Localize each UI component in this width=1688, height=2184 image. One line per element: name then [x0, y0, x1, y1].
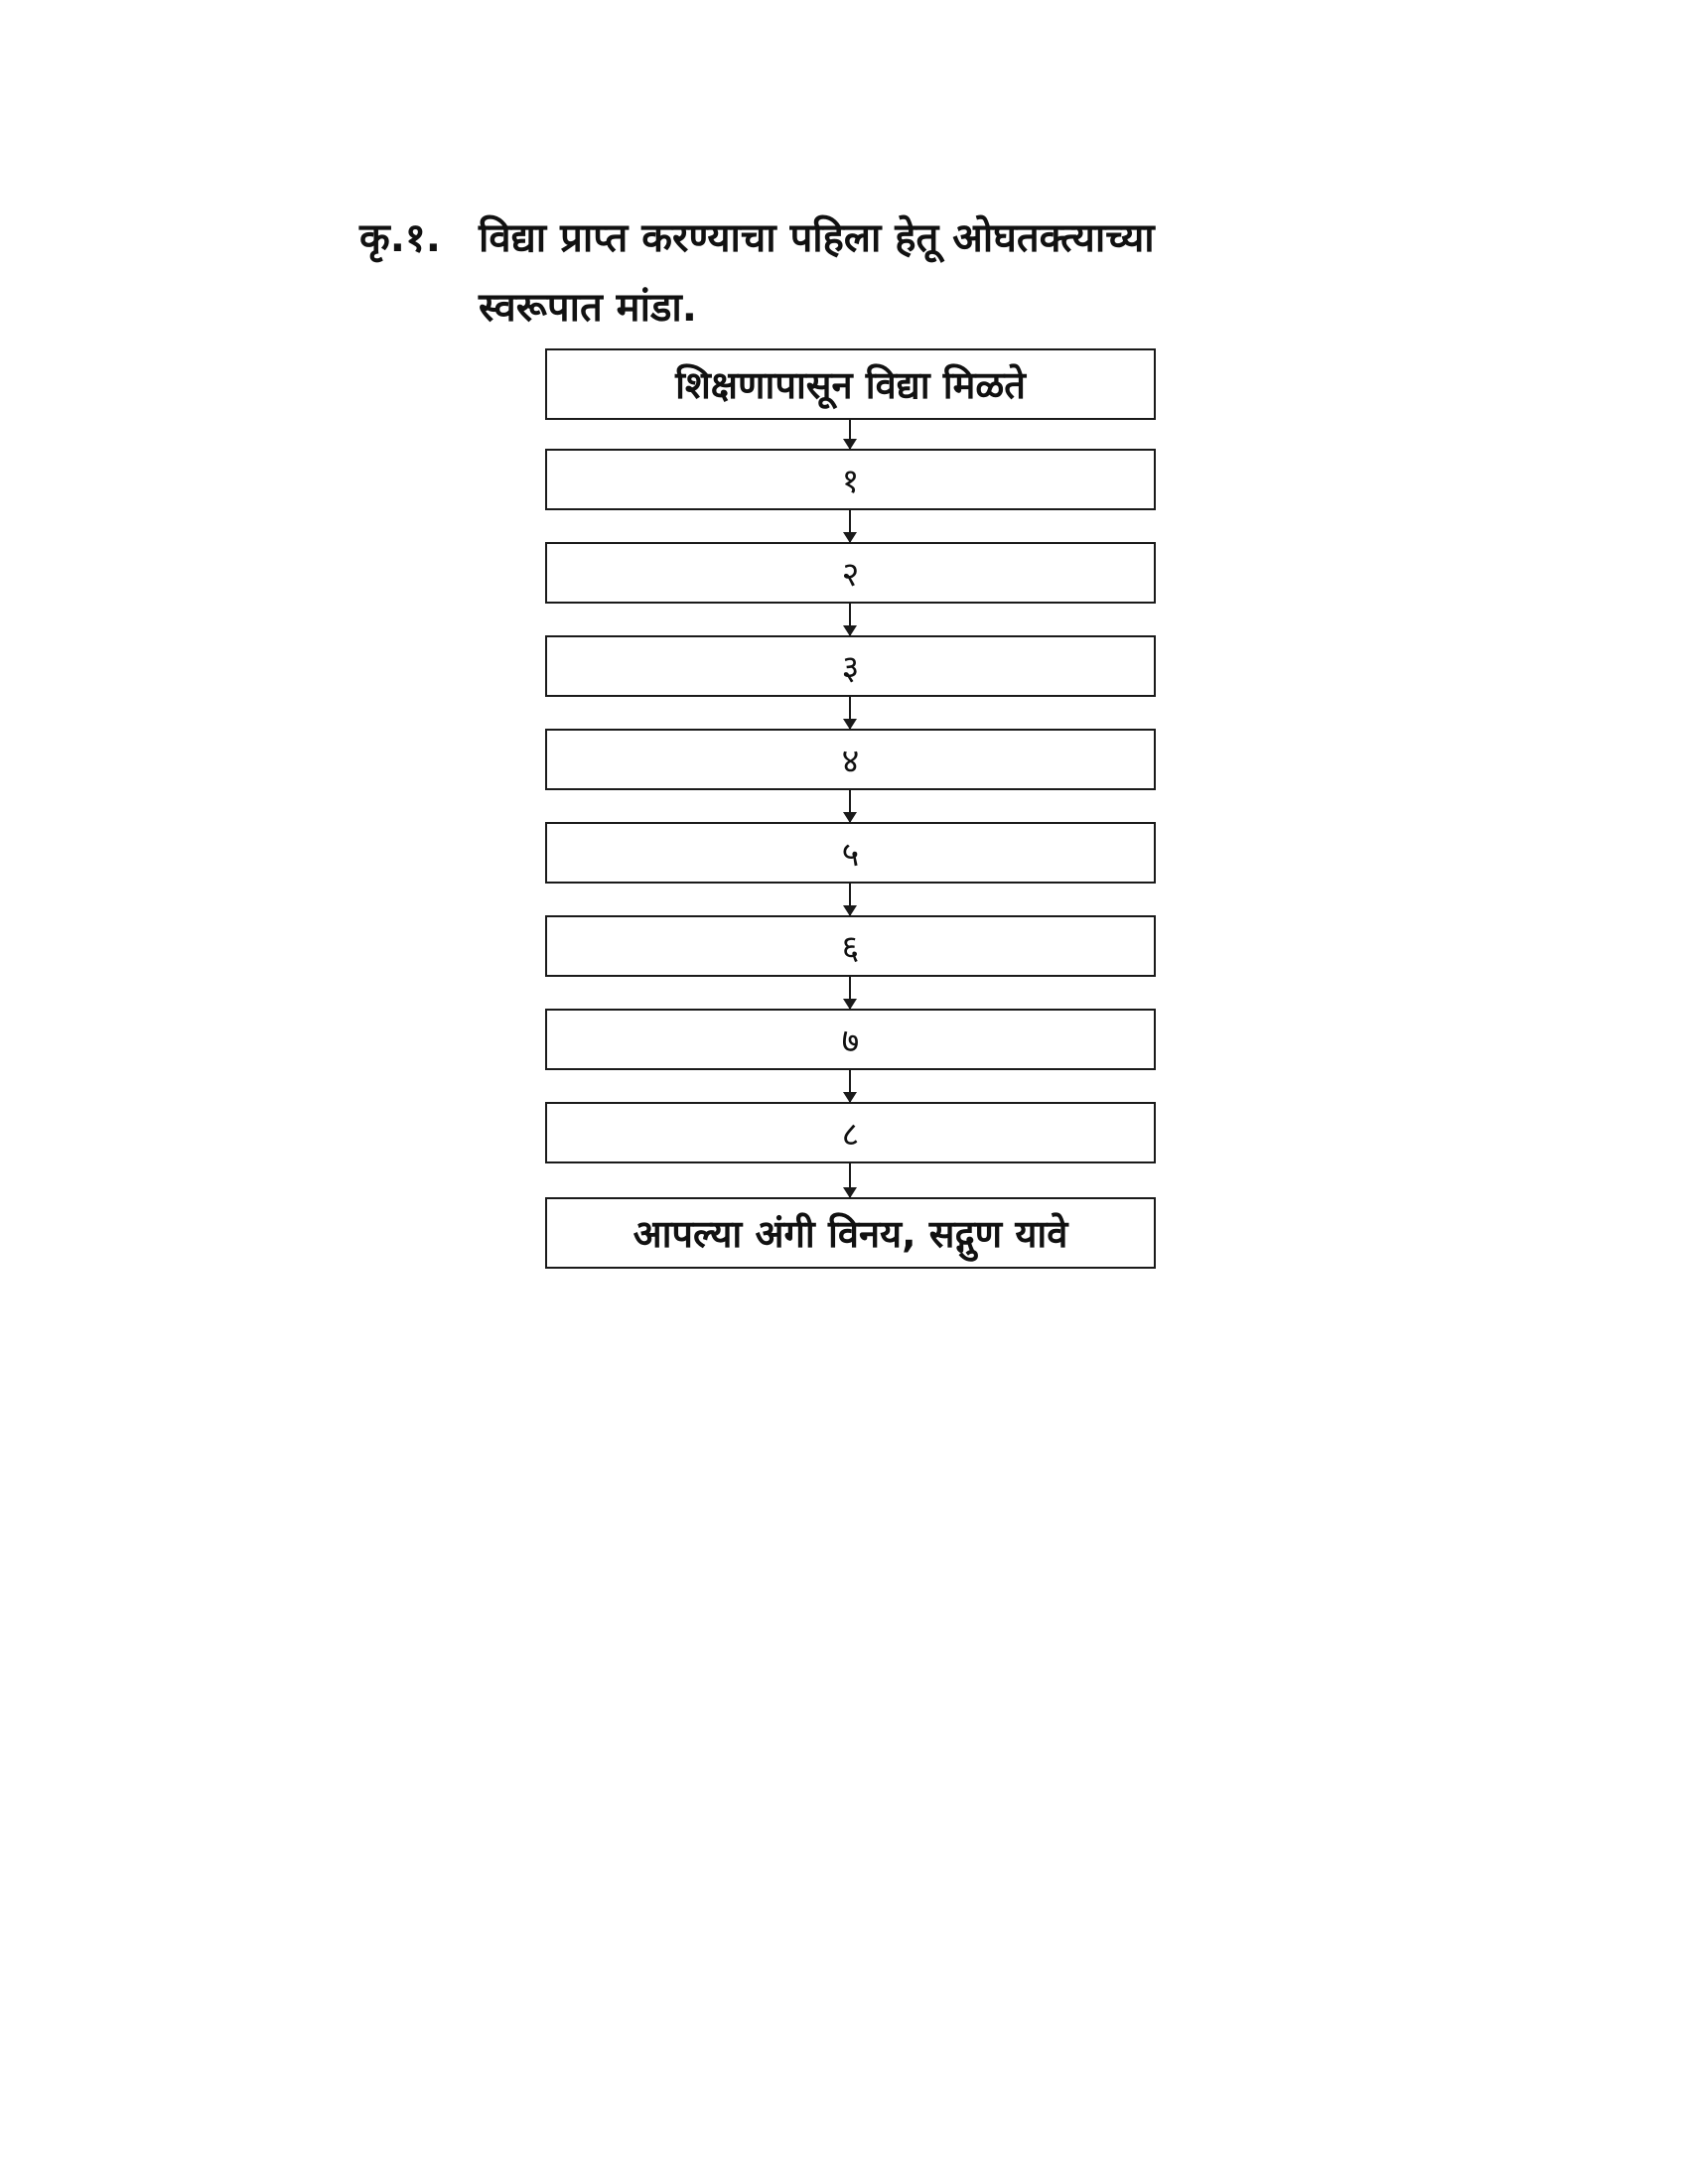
flow-step-box-7: [545, 1009, 1156, 1070]
flow-step-label: २: [841, 555, 860, 595]
flowchart: [545, 348, 1160, 1272]
flow-step-box-1: [545, 449, 1156, 510]
flow-step-label: १: [841, 462, 860, 501]
question-line-1: [359, 204, 1352, 273]
flow-start-box: [545, 348, 1156, 420]
flow-step-box-5: [545, 822, 1156, 884]
flow-step-box-3: [545, 635, 1156, 697]
question-number: कृ.१.: [359, 215, 441, 261]
flow-arrow: [849, 420, 851, 449]
flow-step-label: ६: [841, 928, 860, 968]
flow-step-box-2: [545, 542, 1156, 604]
question: [359, 204, 1352, 342]
flow-arrow: [849, 510, 851, 542]
question-text-continued: स्वरूपात मांडा.: [479, 285, 697, 331]
question-text: विद्या प्राप्त करण्याचा पहिला हेतू ओघतक्त्याच्या: [479, 215, 1155, 261]
flow-arrow: [849, 604, 851, 635]
flow-end-label: आपल्या अंगी विनय, सद्गुण यावे: [633, 1212, 1068, 1256]
flow-step-label: ५: [841, 835, 860, 875]
flow-start-label: शिक्षणापासून विद्या मिळते: [675, 363, 1026, 407]
flow-step-label: ८: [841, 1115, 860, 1155]
flow-step-label: ७: [841, 1022, 860, 1061]
flow-step-label: ३: [841, 648, 860, 688]
flow-arrow: [849, 697, 851, 729]
flow-arrow: [849, 790, 851, 822]
flow-arrow: [849, 1163, 851, 1197]
flow-step-box-4: [545, 729, 1156, 790]
flow-arrow: [849, 977, 851, 1009]
flow-step-label: ४: [841, 742, 860, 781]
flow-arrow: [849, 1070, 851, 1102]
flow-end-box: [545, 1197, 1156, 1269]
flow-arrow: [849, 884, 851, 915]
flow-step-box-8: [545, 1102, 1156, 1163]
flow-step-box-6: [545, 915, 1156, 977]
